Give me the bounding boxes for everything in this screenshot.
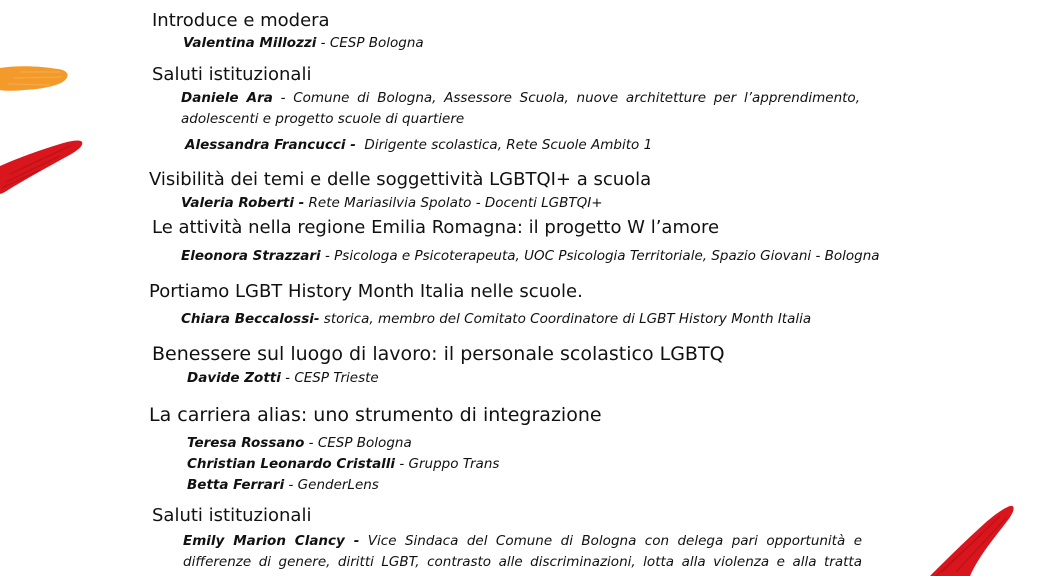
- speaker-name: Eleonora Strazzari: [181, 248, 321, 264]
- speaker-line: [181, 310, 811, 328]
- speaker-role: storica, membro del Comitato Coordinatore di LGBT History Month Italia: [323, 311, 812, 327]
- speaker-name: Alessandra Francucci -: [185, 137, 356, 153]
- red-brush-stroke-left: [0, 136, 86, 206]
- session-title: Saluti istituzionali: [152, 64, 312, 85]
- speaker-role: Rete Mariasilvia Spolato - Docenti LGBTQI+: [308, 195, 603, 211]
- speaker-name: Christian Leonardo Cristalli: [187, 456, 396, 472]
- speaker-name: Daniele Ara: [181, 90, 273, 106]
- speaker-role: Psicologa e Psicoterapeuta, UOC Psicologia Territoriale, Spazio Giovani - Bologna: [334, 248, 880, 264]
- speaker-name: Chiara Beccalossi-: [181, 311, 320, 327]
- session-title: Le attività nella regione Emilia Romagna: il progetto W l’amore: [152, 217, 720, 238]
- session-title: Benessere sul luogo di lavoro: il personale scolastico LGBTQ: [152, 343, 725, 365]
- speaker-line: Betta Ferrari - GenderLens: [187, 477, 379, 493]
- speaker-line: Davide Zotti - CESP Trieste: [187, 370, 379, 386]
- speaker-line: Christian Leonardo Cristalli - Gruppo Trans: [187, 456, 500, 472]
- speaker-name: Valeria Roberti -: [181, 195, 305, 211]
- speaker-line: Teresa Rossano - CESP Bologna: [187, 435, 412, 451]
- session-title: La carriera alias: uno strumento di integrazione: [149, 404, 602, 426]
- speaker-name: Teresa Rossano: [187, 435, 305, 451]
- speaker-role: Dirigente scolastica, Rete Scuole Ambito 1: [364, 137, 653, 153]
- speaker-line: Valentina Millozzi - CESP Bologna: [183, 35, 424, 51]
- speaker-name: Betta Ferrari: [187, 477, 285, 493]
- speaker-line: Eleonora Strazzari - Psicologa e Psicoterapeuta, UOC Psicologia Territoriale, Spazio Giovani - Bologna: [181, 248, 880, 264]
- speaker-line: [185, 136, 652, 154]
- speaker-name: Davide Zotti: [187, 370, 281, 386]
- speaker-role: GenderLens: [297, 477, 379, 493]
- speaker-role-continuation: differenze di genere, diritti LGBT, contrasto alle discriminazioni, lotta alla violenza e alla tratta: [183, 554, 862, 570]
- red-brush-stroke-right: [912, 500, 1016, 576]
- speaker-role: CESP Bologna: [317, 435, 412, 451]
- speaker-line: Daniele Ara - Comune di Bologna, Assessore Scuola, nuove architetture per l’apprendimento,: [181, 90, 860, 106]
- speaker-role: Gruppo Trans: [408, 456, 500, 472]
- speaker-role: Vice Sindaca del Comune di Bologna con delega pari opportunità e: [367, 533, 863, 549]
- speaker-name: Emily Marion Clancy -: [183, 533, 360, 549]
- speaker-role: Comune di Bologna, Assessore Scuola, nuove architetture per l’apprendimento,: [293, 90, 860, 106]
- speaker-name: Valentina Millozzi: [183, 35, 317, 51]
- orange-brush-stroke: [0, 62, 72, 98]
- speaker-line: [181, 194, 603, 212]
- speaker-role: CESP Trieste: [294, 370, 379, 386]
- session-title: Saluti istituzionali: [152, 505, 312, 526]
- session-title: Introduce e modera: [152, 10, 330, 31]
- speaker-role-continuation: adolescenti e progetto scuole di quartiere: [181, 111, 465, 127]
- session-title: Visibilità dei temi e delle soggettività LGBTQI+ a scuola: [149, 169, 652, 190]
- speaker-role: CESP Bologna: [329, 35, 424, 51]
- speaker-line: [183, 532, 862, 550]
- session-title: Portiamo LGBT History Month Italia nelle scuole.: [149, 281, 583, 302]
